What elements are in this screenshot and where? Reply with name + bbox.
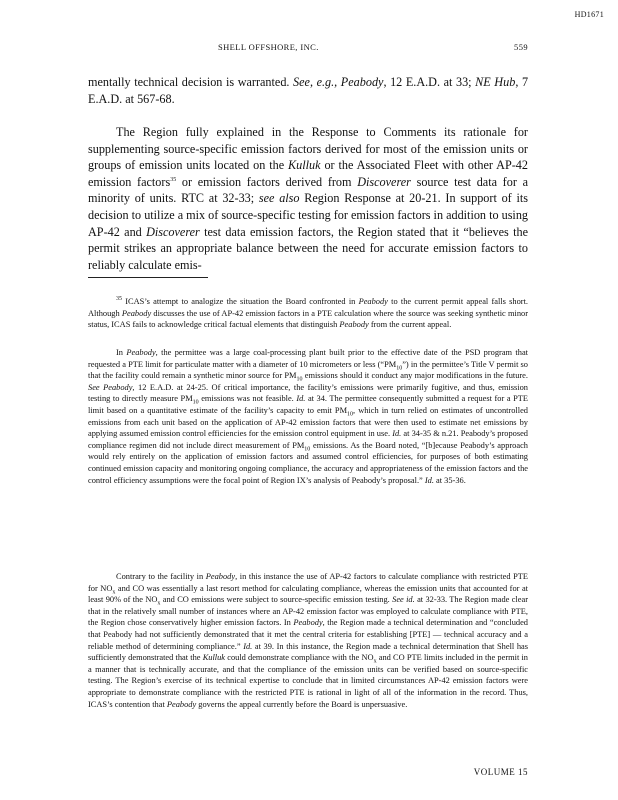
case-name-italic: Peabody [205,572,236,581]
text-run: at 34. The permittee consequently submitted a request for a PTE limit based on a quantitative estimate of the facility’s capacity to emit PM [88,394,528,415]
text-run: mentally technical decision is warranted. [88,75,294,89]
vessel-name-italic: Discoverer [357,174,411,189]
footnote-35 [88,296,528,331]
text-run: emissions was not feasible. [198,394,297,404]
text-run: source test data for a minority of units. RTC at 32-33; [88,174,528,206]
case-name-italic: Peabody [358,297,388,306]
text-run: , the Region made a technical determination and “concluded that Peabody had not sufficiently demonstrated that it met the central criteria for establishing [PTE] — technical accuracy and a reliable method of determining compliance.” [88,618,528,651]
text-run: In [116,348,127,357]
text-run: , 7 E.A.D. at 567-68. [88,75,529,106]
subscript: x [112,589,116,596]
text-run: Region Response at 20-21. In support of its decision to utilize a mix of source-specific testing for emission factors in addition to using AP-42 and [88,191,529,239]
text-run: at 35-36. [433,475,466,485]
text-run: and CO was essentially a last resort method for calculating compliance, whereas the emission units that accounted for at least 90% of the NO [88,583,528,605]
vessel-name-italic: Kulluk [202,653,226,663]
text-run: emissions. As the Board noted, “[b]ecause Peabody’s approach would rely entirely on the application of emission factors and assumed control efficiencies, for purposes of both estimating continued emission capacity and monitoring ongoing compliance, the accuracy and appropriateness of the emission factors and the control efficiency assumptions were the focal point of Region IX’s analysis of Peabody’s proposal.” [88,440,528,485]
text-run: and CO PTE limits included in the permit in a manner that is technically accurate, and that the compliance of the emission units can be verified based on source-specific testing. The Region’s exercise of its technical expertise to conclude that in limited circumstances AP-42 emission factors were appropriate to demonstrate compliance with the restricted PTE is rational in light of all of the information in the record. Thus, ICAS’s contention that [88,653,528,709]
vessel-name-italic: Kulluk [288,158,321,173]
subscript: 10 [192,400,199,407]
subscript: 10 [396,365,403,372]
subscript: 10 [304,446,311,453]
text-run: from the current appeal. [368,320,452,330]
citation-italic: See, e.g., Peabody [293,75,384,89]
subscript: x [373,658,377,665]
text-run: to the current permit appeal falls short. Although [88,297,528,318]
subscript: 10 [347,411,354,418]
case-name-italic: Peabody [126,348,156,357]
page-number: 559 [514,42,528,52]
text-run: test data emission factors, the Region stated that it “believes the permit strikes an appropriate balance between the need for accurate emission factors to reliably calculate emis- [88,224,528,272]
text-run: or emission factors derived from [176,174,358,189]
text-run: The Region fully explained in the Response to Comments its rationale for supplementing source-specific emission factors derived for most of the emission units or groups of emission units located on the [88,125,528,173]
text-run: , 12 E.A.D. at 24-25. Of critical importance, the facility’s emissions were primarily fugitive, and thus, emission testing to directly measure PM [88,382,528,404]
case-name-italic: Peabody [121,308,152,318]
text-run: or the Associated Fleet with other AP-42 emission factors [88,158,528,189]
case-name-italic: Peabody [293,618,323,628]
document-id: HD1671 [574,10,604,19]
subscript: 10 [296,376,303,383]
text-run: and CO emissions were subject to source-specific emission testing. [160,595,393,605]
text-run: at 39. In this instance, the Region made a technical determination that Shell has sufficiently demonstrated that the [88,641,528,663]
citation-italic: NE Hub [475,75,516,89]
text-run: , 12 E.A.D. at 33; [383,75,476,89]
citation-italic: Id. [392,429,402,439]
text-run: governs the appeal currently before the Board is unpersuasive. [196,699,408,709]
footnote-number: 35 [116,296,122,303]
running-title: SHELL OFFSHORE, INC. [218,42,319,52]
vessel-name-italic: Discoverer [146,224,200,239]
text-run: discusses the use of AP-42 emission factors in a PTE calculation where the source was seeking synthetic minor status, ICAS fails to acknowledge critical factual elements that distinguish [88,308,529,330]
text-run: could demonstrate compliance with the NO [225,653,374,663]
volume-footer: VOLUME 15 [473,767,528,777]
citation-italic: Id. [243,641,253,651]
paragraph-1 [88,74,528,107]
citation-italic: Id. [424,475,434,485]
footnote-35-paragraph-3 [88,571,528,710]
text-run: , which in turn relied on estimates of uncontrolled emissions from each unit based on the application of AP-42 emission factors that were then used to estimate net emissions by applying assumed emission control efficiencies for the emission control equipment in use. [88,405,528,439]
text-run: at 34-35 & n.21. Peabody’s proposed compliance regimen did not include direct measurement of PM [88,429,528,450]
case-name-italic: Peabody [166,699,197,709]
citation-italic: See id. [392,595,415,605]
text-run: ”) in the permittee’s Title V permit so that the facility could remain a synthetic minor source for PM [88,359,528,381]
case-name-italic: Peabody [339,320,369,330]
footnote-marker: 35 [170,176,177,183]
footnote-divider [88,277,208,278]
subscript: x [157,600,161,607]
citation-italic: Id. [296,394,306,404]
footnote-35-paragraph-2 [88,347,528,486]
citation-italic: see also [258,191,300,206]
paragraph-2 [88,124,528,273]
text-run: Contrary to the facility in [116,572,206,581]
citation-italic: See Peabody [88,382,133,392]
text-run: emissions should it conduct any major modifications in the future. [302,371,528,381]
text-run: , in this instance the use of AP-42 factors to calculate compliance with restricted PTE for NO [88,572,528,593]
text-run: at 32-33. The Region made clear that in the relatively small number of instances where an AP-42 emission factor was employed to calculate compliance with PTE, the Region chose conservatively higher emission factors. In [88,595,528,628]
text-run: ICAS’s attempt to analogize the situation the Board confronted in [122,297,359,306]
text-run: , the permittee was a large coal-processing plant built prior to the effective date of the PSD program that requested a PTE limit for particulate matter with a diameter of 10 micrometers or less (“PM [88,348,528,369]
